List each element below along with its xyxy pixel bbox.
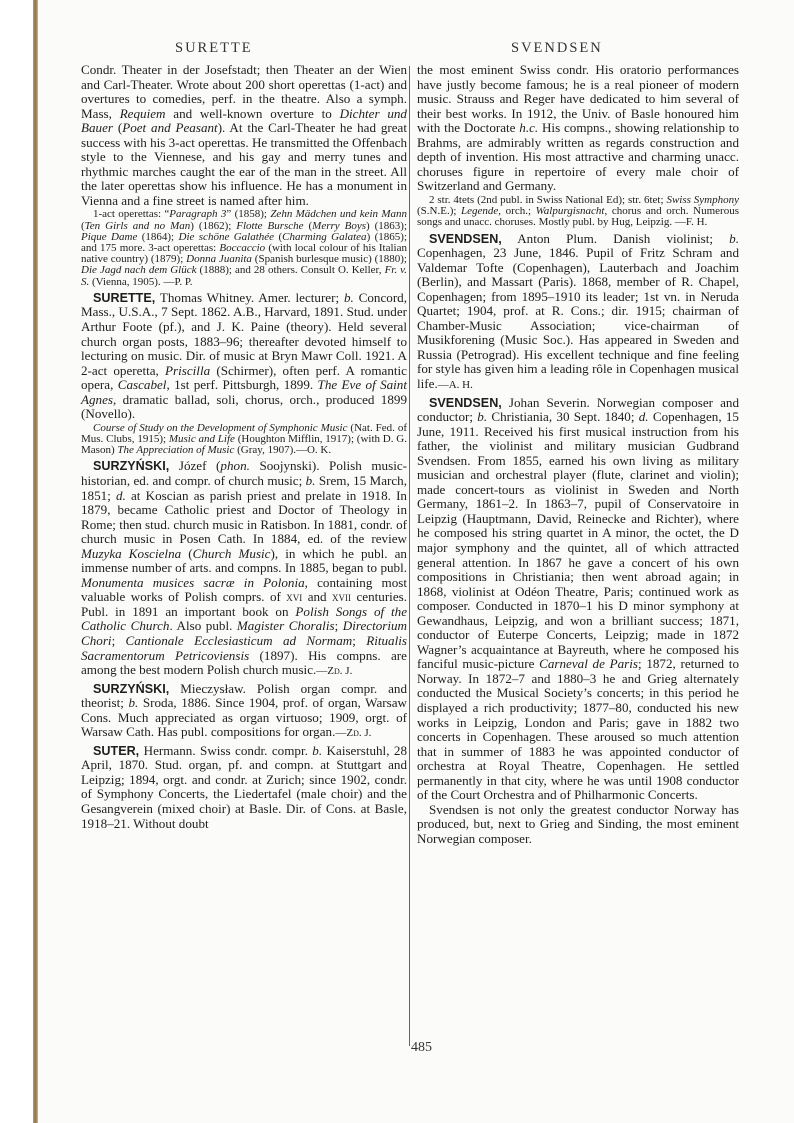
author-signature: —F. H. [674, 216, 708, 229]
works-list: 1-act operettas: “Paragraph 3” (1858); Zehn Mädchen und kein Mann (Ten Girls and no Man) (1862); Flotte Bursche (Merry Boys) (1863); Pique Dame (1864); Die schöne Galathée (Charming Galatea) (1865); and 175 more. 3-act operettas: Boccaccio (with local colour of his Italian native country) (1879); Donna Juanita (Spanish burlesque music) (1880); Die Jagd nach dem Glück (1888); and 28 others. Consult O. Keller, Fr. v. S. (Vienna, 1905). —P. P. [81, 208, 408, 288]
left-column [81, 63, 407, 831]
page-margin [0, 0, 33, 1123]
right-column [417, 63, 739, 847]
entry-surzynski-mieczyslaw: SURZYŃSKI, Mieczysław. Polish organ compr. and theorist; b. Sroda, 1886. Since 1904, prof. of organ, Warsaw Cons. Much appreciated as organ virtuoso; 1909, orgt. of Warsaw Cath. Has publ. compositions for organ.—Zd. J. [81, 680, 407, 740]
entry-svendsen-johan: SVENDSEN, Johan Severin. Norwegian composer and conductor; b. Christiania, 30 Sept. 1840; d. Copenhagen, 15 June, 1911. Received his first musical instruction from his father, the violinist and military musician Gudbrand Svendsen. From 1855, earned his own living as military musician and orchestral player (flute, clarinet and violin); made concert-tours as violinist in Sweden and North Germany, 1861–2. In 1863–7, pupil of Conservatoire in Leipzig (Hauptmann, David, Reinecke and Richter), where he composed his string quartet in A minor, the octet, the D major symphony and the quintet, all of which attracted general attention. In 1867 he gave a concert of his own compositions in Christiania; then went abroad again; in 1868, violinist at Odéon Theatre, Paris; continued work as composer. Conducted in 1870–1 his D minor symphony at Gewandhaus, Leipzig, and won a brilliant success; 1871, conductor of Euterpe Concerts, Leipzig; made in 1872 Wagner’s acquaintance at Bayreuth, where he composed his fanciful music-picture Carneval de Paris; 1872, returned to Norway. In 1872–7 and 1880–3 he and Grieg alternately conducted the Musical Society’s concerts; in this period he displayed a rich productivity; 1877–80, conducted his new works in Leipzig, London and Paris; gave in 1882 two concerts in Copenhagen. These aroused so much attention that in summer of 1883 he was appointed conductor of orchestra at Royal Theatre, Copenhagen. He settled permanently in that city, where he was until 1908 conductor of the Court Orchestra and of Philharmonic Concerts. [417, 394, 739, 803]
entry-svendsen-johan-closing: Svendsen is not only the greatest conductor Norway has produced, but, next to Grieg and Sinding, the most eminent Norwegian composer. [417, 801, 739, 846]
entry-suter-continuation: the most eminent Swiss condr. His oratorio performances have justly become famous; he is a real pioneer of modern music. Strauss and Reger have dedicated to him several of their best works. In 1912, the Univ. of Basle honoured him with the Doctorate h.c. His compns., showing relationship to Brahms, are admirably written as regards construction and depth of invention. His most attractive and charming unacc. choruses figure in repertoire of every male choir of Switzerland and Germany. [417, 62, 740, 194]
entry-svendsen-anton: SVENDSEN, Anton Plum. Danish violinist; b. Copenhagen, 23 June, 1846. Pupil of Fritz Schram and Valdemar Tofte (Copenhagen), Lauterbach and Joachim (Berlin), and Massart (Paris). 1868, member of R. Chapel, Copenhagen; from 1895–1910 its leader; 1st vn. in Neruda Quartet; 1904, prof. at R. Cons.; dir. 1915; chairman of Chamber-Music Association; vice-chairman of Musikforening (Music Soc.). Has appeared in Sweden and Russia (Petrograd). His excellent technique and fine feeling for style has given him a leading rôle in Copenhagen musical life.—A. H. [417, 230, 739, 391]
author-signature: —A. H. [437, 379, 473, 391]
running-head-right: SVENDSEN [511, 40, 603, 56]
author-signature: —Zd. J. [335, 727, 372, 740]
entry-suter: SUTER, Hermann. Swiss condr. compr. b. Kaiserstuhl, 28 April, 1870. Stud. organ, pf. and compn. at Stuttgart and Leipzig; 1894, orgt. and condr. at Zurich; since 1902, condr. of Symphony Concerts, the Liedertafel (male choir) and the Gesangverein (mixed choir) at Basle. Dir. of Cons. at Basle, 1918–21. Without doubt [81, 742, 407, 831]
running-head-left: SURETTE [175, 40, 253, 56]
book-binding-edge [33, 0, 38, 1123]
headword: SURZYŃSKI, [93, 681, 170, 696]
author-signature: —P. P. [163, 275, 193, 288]
headword: SURZYŃSKI, [93, 459, 170, 474]
headword: SUTER, [93, 743, 140, 758]
author-signature: —O. K. [295, 444, 332, 457]
author-signature: —Zd. J. [316, 665, 353, 678]
works-list: 2 str. 4tets (2nd publ. in Swiss National Ed); str. 6tet; Swiss Symphony (S.N.E.); Legende, orch.; Walpurgisnacht, chorus and orch. Numerous songs and unacc. choruses. Mostly publ. by Hug, Leipzig. —F. H. [417, 193, 739, 229]
page-number: 485 [411, 1040, 432, 1055]
headword: SVENDSEN, [429, 231, 502, 246]
column-divider [409, 66, 410, 1046]
entry-surette: SURETTE, Thomas Whitney. Amer. lecturer; b. Concord, Mass., U.S.A., 7 Sept. 1862. A.B., Harvard, 1891. Stud. under Arthur Foote (pf.), and J. K. Paine (theory). Held several church organ posts, 1883–96; thereafter devoted himself to lecturing on music. Dir. of music at Bryn Mawr Coll. 1921. A 2-act operetta, Priscilla (Schirmer), often perf. A romantic opera, Cascabel, 1st perf. Pittsburgh, 1899. The Eve of Saint Agnes, dramatic ballad, soli, chorus, orch., produced 1899 (Novello). [81, 289, 408, 422]
strauss-entry-continuation: Condr. Theater in der Josefstadt; then Theater an der Wien and Carl-Theater. Wrote about 200 short operettas (1-act) and overtures to comedies, perf. in the theatre. Also a symph. Mass, Requiem and well-known overture to Dichter und Bauer (Poet and Peasant). At the Carl-Theater he had great success with his 3-act operettas. He transmitted the Offenbach style to the Viennese, and his gay and merry tunes and rhythmic marches caught the ear of the man in the street. All the later operettas show his influence. He has a monument in Vienna and a fine street is named after him. [81, 62, 407, 208]
works-list: Course of Study on the Development of Symphonic Music (Nat. Fed. of Mus. Clubs, 1915); Music and Life (Houghton Mifflin, 1917); (with D. G. Mason) The Appreciation of Music (Gray, 1907).—O. K. [81, 421, 407, 457]
headword: SVENDSEN, [429, 395, 502, 410]
entry-surzynski-jozef: SURZYŃSKI, Józef (phon. Soojynski). Polish music-historian, ed. and compr. of church music; b. Srem, 15 March, 1851; d. at Koscian as parish priest and prelate in 1918. In 1879, became Catholic priest and Doctor of Theology in Rome; then stud. church music in Ratisbon. In 1881, condr. of church music in Posen Cath. In 1884, ed. of the review Muzyka Koscielna (Church Music), in which he publ. an immense number of arts. and compns. In 1885, began to publ. Monumenta musices sacræ in Polonia, containing most valuable works of Polish comprs. of xvi and xvii centuries. Publ. in 1891 an important book on Polish Songs of the Catholic Church. Also publ. Magister Choralis; Directorium Chori; Cantionale Ecclesiasticum ad Normam; Ritualis Sacramentorum Petricoviensis (1897). His compns. are among the best modern Polish church music.—Zd. J. [81, 458, 408, 678]
headword: SURETTE, [93, 290, 156, 305]
